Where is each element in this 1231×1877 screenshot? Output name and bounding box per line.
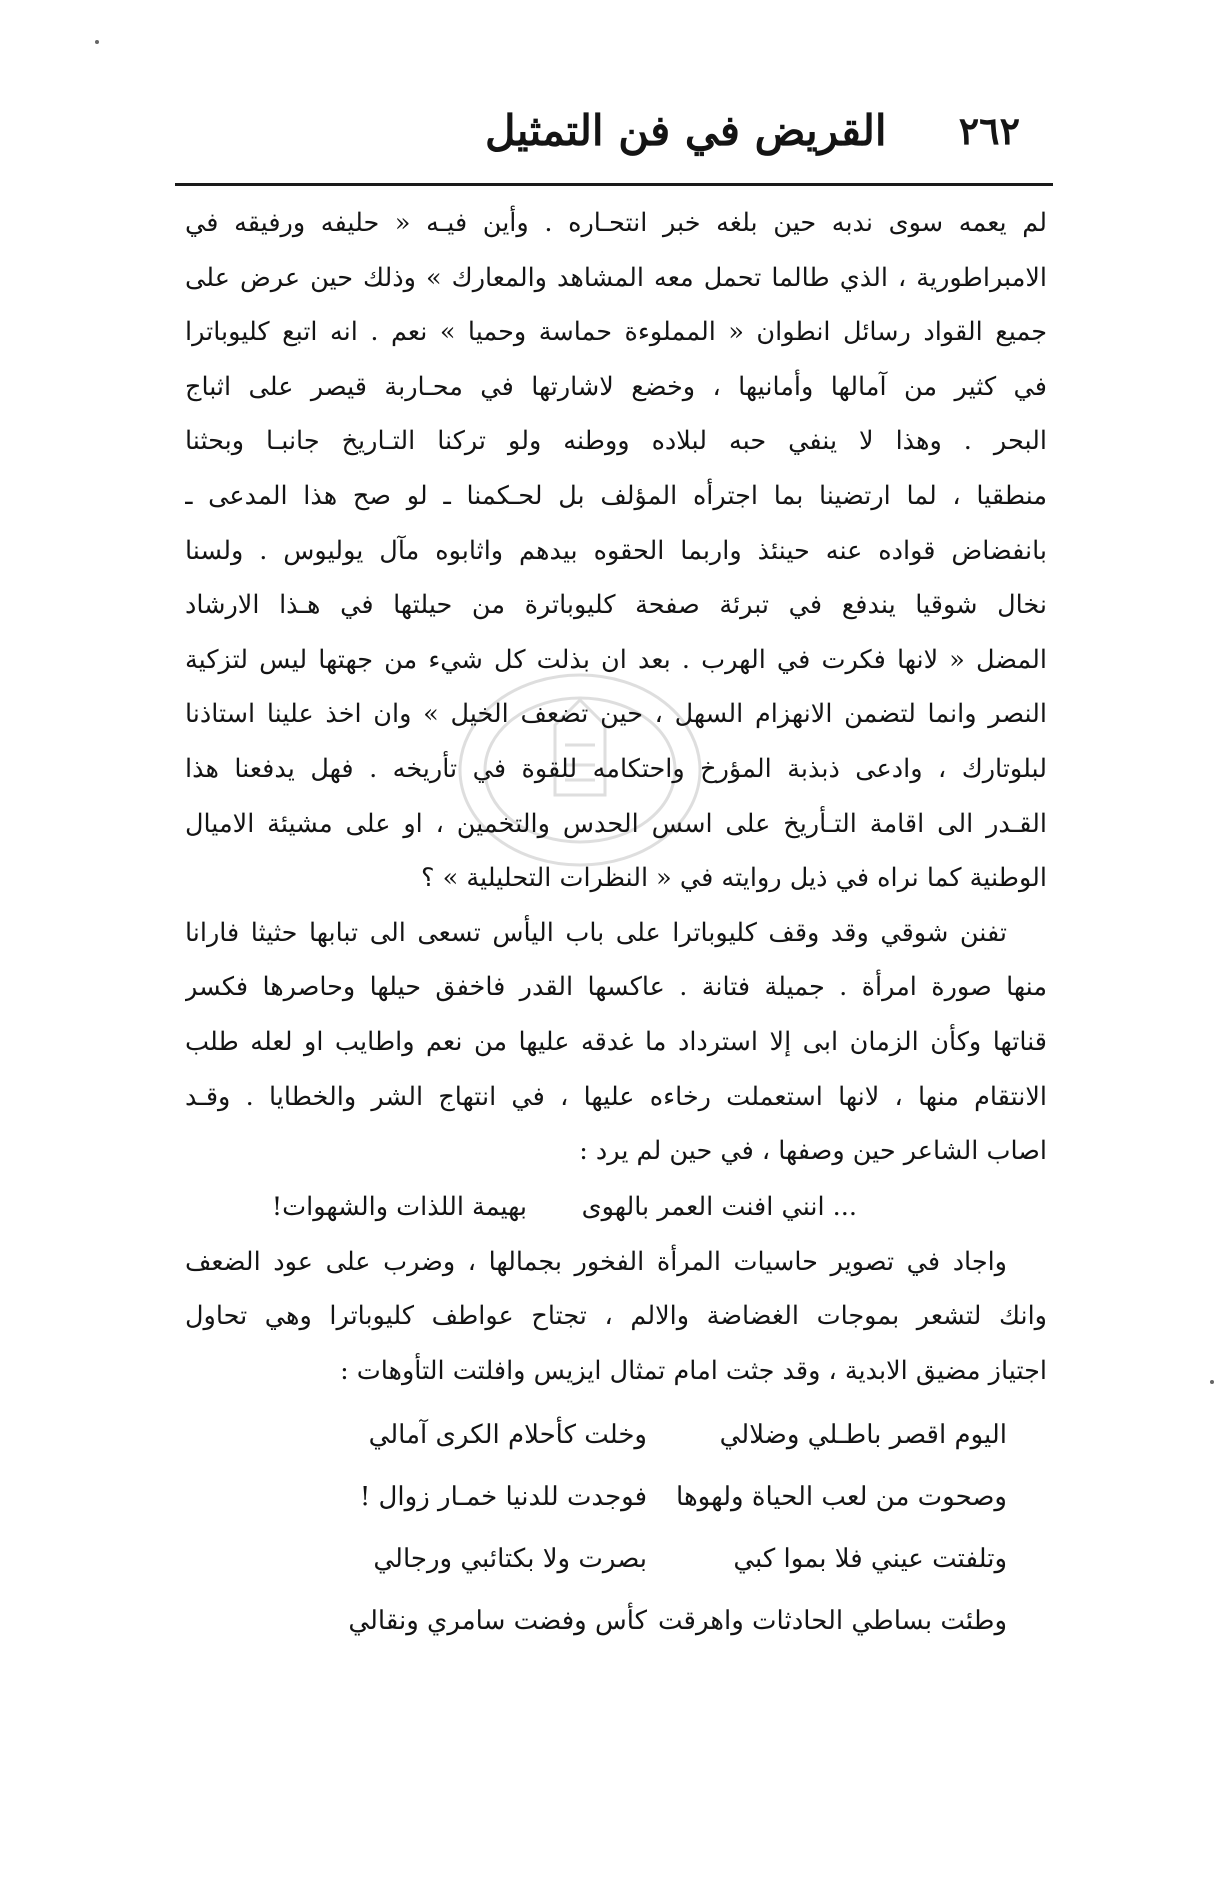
poem-verse (185, 1404, 1047, 1466)
text-line: الامبراطورية ، الذي طالما تحمل معه المشاهد والمعارك » وذلك حين عرض على (185, 262, 1047, 293)
text-line: واجاد في تصوير حاسيات المرأة الفخور بجمالها ، وضرب على عود الضعف (185, 1246, 1007, 1277)
poem-verse (185, 1590, 1047, 1652)
verse-second-hemistich: بصرت ولا بكتائبي ورجالي (373, 1544, 647, 1575)
header-rule (175, 183, 1053, 186)
text-line: اجتياز مضيق الابدية ، وقد جثت امام تمثال ايزيس وافلتت التأوهات : (340, 1355, 1047, 1386)
verse-first-hemistich: ... انني افنت العمر بالهوى (581, 1191, 857, 1222)
verse-first-hemistich: وصحوت من لعب الحياة ولهوها (676, 1482, 1007, 1513)
verse-second-hemistich: بهيمة اللذات والشهوات! (271, 1191, 527, 1222)
text-line: بانفضاض قواده عنه حينئذ واربما الحقوه بيدهم واثابوه مآل يوليوس . ولسنا (185, 535, 1047, 566)
verse-first-hemistich: وتلفتت عيني فلا بموا كبي (733, 1544, 1007, 1575)
verse-second-hemistich: وخلت كأحلام الكرى آمالي (368, 1420, 647, 1451)
poem-verse (185, 1528, 1047, 1590)
verse-second-hemistich: فوجدت للدنيا خمـار زوال ! (359, 1482, 647, 1513)
scan-speck (1210, 1380, 1214, 1384)
text-line: النصر وانما لتضمن الانهزام السهل ، حين تضعف الخيل » وان اخذ علينا استاذنا (185, 699, 1047, 730)
poem-verse (185, 1466, 1047, 1528)
paragraph-1 (185, 196, 1047, 906)
text-line: تفنن شوقي وقد وقف كليوباترا على باب اليأس تسعى الى تبابها حثيثا فارانا (185, 917, 1007, 948)
text-line: المضل « لانها فكرت في الهرب . بعد ان بذلت كل شيء من جهتها ليس لتزكية (185, 644, 1047, 675)
text-line: جميع القواد رسائل انطوان « المملوءة حماسة وحميا » نعم . انه اتبع كليوباترا (185, 317, 1047, 348)
text-line: نخال شوقيا يندفع في تبرئة صفحة كليوباترة من حيلتها في هـذا الارشاد (185, 590, 1047, 621)
verse-first-hemistich: اليوم اقصر باطـلي وضلالي (719, 1420, 1007, 1451)
verse-first-hemistich: وطئت بساطي الحادثات واهرقت (658, 1606, 1007, 1637)
text-line: البحر . وهذا لا ينفي حبه لبلاده ووطنه ولو تركنا التـاريخ جانبـا وبحثنا (185, 426, 1047, 457)
running-title: القريض في فن التمثيل (485, 106, 887, 155)
text-line: اصاب الشاعر حين وصفها ، في حين لم يرد : (579, 1136, 1047, 1167)
page-number: ٢٦٢ (958, 108, 1020, 153)
text-line: منها صورة امرأة . جميلة فتانة . عاكسها القدر فاخفق حيلها وحاصرها فكسر (185, 972, 1047, 1003)
text-line: قناتها وكأن الزمان ابى إلا استرداد ما غدقه عليها من نعم واطايب او لعله طلب (185, 1026, 1047, 1057)
body-text (185, 196, 1047, 1652)
text-line: الانتقام منها ، لانها استعملت رخاءه عليها ، في انتهاج الشر والخطايا . وقـد (185, 1081, 1047, 1112)
text-line: في كثير من آمالها وأمانيها ، وخضع لاشارتها في محـاربة قيصر على اثباج (185, 371, 1047, 402)
paragraph-3 (185, 1235, 1047, 1399)
verse-second-hemistich: كأس وفضت سامري ونقالي (348, 1606, 647, 1637)
quoted-verse (185, 1179, 1047, 1235)
text-line: وانك لتشعر بموجات الغضاضة والالم ، تجتاح عواطف كليوباترا وهي تحاول (185, 1301, 1047, 1332)
page-header (175, 100, 1050, 180)
scan-speck (95, 40, 99, 44)
text-line: لم يعمه سوى ندبه حين بلغه خبر انتحـاره . وأين فيـه « حليفه ورفيقه في (185, 208, 1047, 238)
text-line: القـدر الى اقامة التـأريخ على اسس الحدس والتخمين ، او على مشيئة الاميال (185, 808, 1047, 839)
paragraph-2 (185, 906, 1047, 1179)
poem (185, 1404, 1047, 1652)
text-line: لبلوتارك ، وادعى ذبذبة المؤرخ واحتكامه للقوة في تأريخه . فهل يدفعنا هذا (185, 753, 1047, 784)
text-line: الوطنية كما نراه في ذيل روايته في « النظرات التحليلية » ؟ (421, 863, 1047, 894)
text-line: منطقيا ، لما ارتضينا بما اجترأه المؤلف بل لحـكمنا ـ لو صح هذا المدعى ـ (185, 480, 1047, 511)
